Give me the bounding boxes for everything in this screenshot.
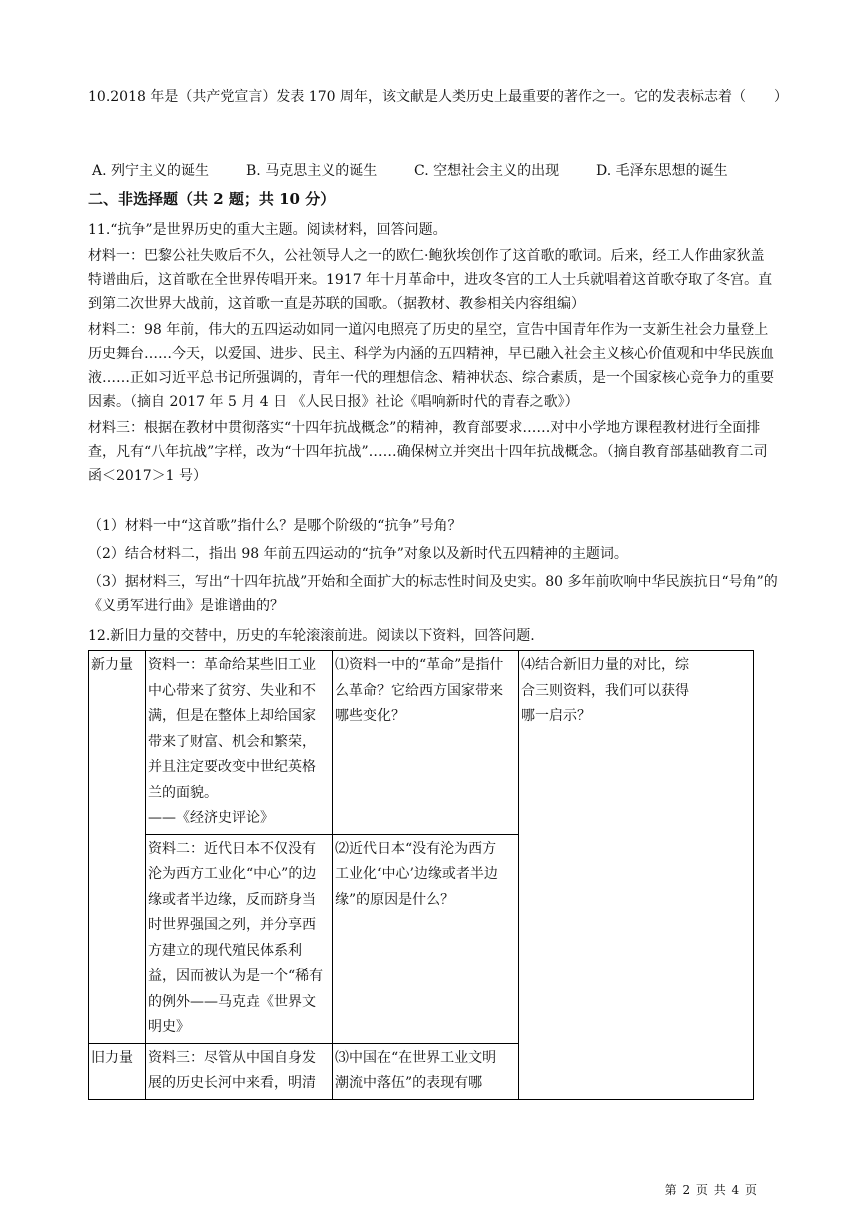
subquestion-3-cell: ⑶中国在“在世界工业文明 潮流中落伍”的表现有哪 (333, 1043, 519, 1099)
question-11-stem: 11.“抗争”是世界历史的重大主题。阅读材料，回答问题。 (88, 222, 447, 238)
q10-option-b: B. 马克思主义的诞生 (246, 163, 378, 179)
question-12-stem: 12.新旧力量的交替中，历史的车轮滚滚前进。阅读以下资料，回答问题. (88, 628, 535, 644)
section-2-title: 二、非选择题（共 2 题；共 10 分） (88, 190, 336, 208)
page-number: 第 2 页 共 4 页 (664, 1183, 758, 1197)
material-2-cell: 资料二：近代日本不仅没有 沦为西方工业化“中心”的边 缘或者半边缘，反而跻身当 时世界强国之列，并分享西 方建立的现代殖民体系利 益，因而被认为是一个“稀有 的例外——马克垚《世界文 明史》 (146, 834, 333, 1043)
q11-material-2: 材料二：98 年前，伟大的五四运动如同一道闪电照亮了历史的星空，宣告中国青年作为一支新生社会力量登上历史舞台……今天，以爱国、进步、民主、科学为内涵的五四精神，早已融入社会主义核心价值观和中华民族血液……正如习近平总书记所强调的，青年一代的理想信念、精神状态、综合素质，是一个国家核心竞争力的重要因素。（摘自 2017 年 5 月 4 日 《人民日报》社论《唱响新时代的青春之歌》） (88, 322, 774, 410)
q12-materials-table (88, 650, 754, 1100)
subquestion-1-cell: ⑴资料一中的“革命”是指什 么革命？它给西方国家带来 哪些变化？ (333, 651, 519, 835)
new-force-label: 新力量 (89, 651, 146, 1044)
q11-subquestion-2: （2）结合材料二，指出 98 年前五四运动的“抗争”对象以及新时代五四精神的主题词。 (88, 546, 628, 562)
q11-material-3: 材料三：根据在教材中贯彻落实“十四年抗战概念”的精神，教育部要求……对中小学地方课程教材进行全面排查，凡有“八年抗战”字样，改为“十四年抗战”……确保树立并突出十四年抗战概念。（摘自教育部基础教育二司函＜2017＞1 号） (88, 420, 768, 484)
q10-option-c: C. 空想社会主义的出现 (414, 163, 560, 179)
q10-option-a: A. 列宁主义的诞生 (92, 163, 210, 179)
question-10-stem: 10.2018 年是（共产党宣言）发表 170 周年，该文献是人类历史上最重要的著作之一。它的发表标志着（ ） (88, 89, 788, 105)
q11-subquestion-1: （1）材料一中“这首歌”指什么？是哪个阶级的“抗争”号角？ (88, 518, 462, 534)
q11-material-1: 材料一：巴黎公社失败后不久，公社领导人之一的欧仁·鲍狄埃创作了这首歌的歌词。后来，经工人作曲家狄盖特谱曲后，这首歌在全世界传唱开来。1917 年十月革命中，进攻冬宫的工人士兵就唱着这首歌夺取了冬宫。直到第二次世界大战前，这首歌一直是苏联的国歌。（据教材、教参相关内容组编） (88, 248, 773, 312)
material-1-cell: 资料一：革命给某些旧工业 中心带来了贫穷、失业和不 满，但是在整体上却给国家 带来了财富、机会和繁荣， 并且注定要改变中世纪英格 兰的面貌。 ——《经济史评论》 (146, 651, 333, 835)
subquestion-2-cell: ⑵近代日本“没有沦为西方 工业化‘中心’边缘或者半边 缘”的原因是什么？ (333, 834, 519, 1043)
material-3-cell: 资料三：尽管从中国自身发 展的历史长河中来看，明清 (146, 1043, 333, 1099)
q10-option-d: D. 毛泽东思想的诞生 (596, 163, 728, 179)
old-force-label: 旧力量 (89, 1043, 146, 1099)
subquestion-4-cell: ⑷结合新旧力量的对比，综 合三则资料，我们可以获得 哪一启示？ (519, 651, 754, 1100)
q11-subquestion-3: （3）据材料三，写出“十四年抗战”开始和全面扩大的标志性时间及史实。80 多年前吹响中华民族抗日“号角”的《义勇军进行曲》是谁谱曲的？ (88, 574, 778, 614)
